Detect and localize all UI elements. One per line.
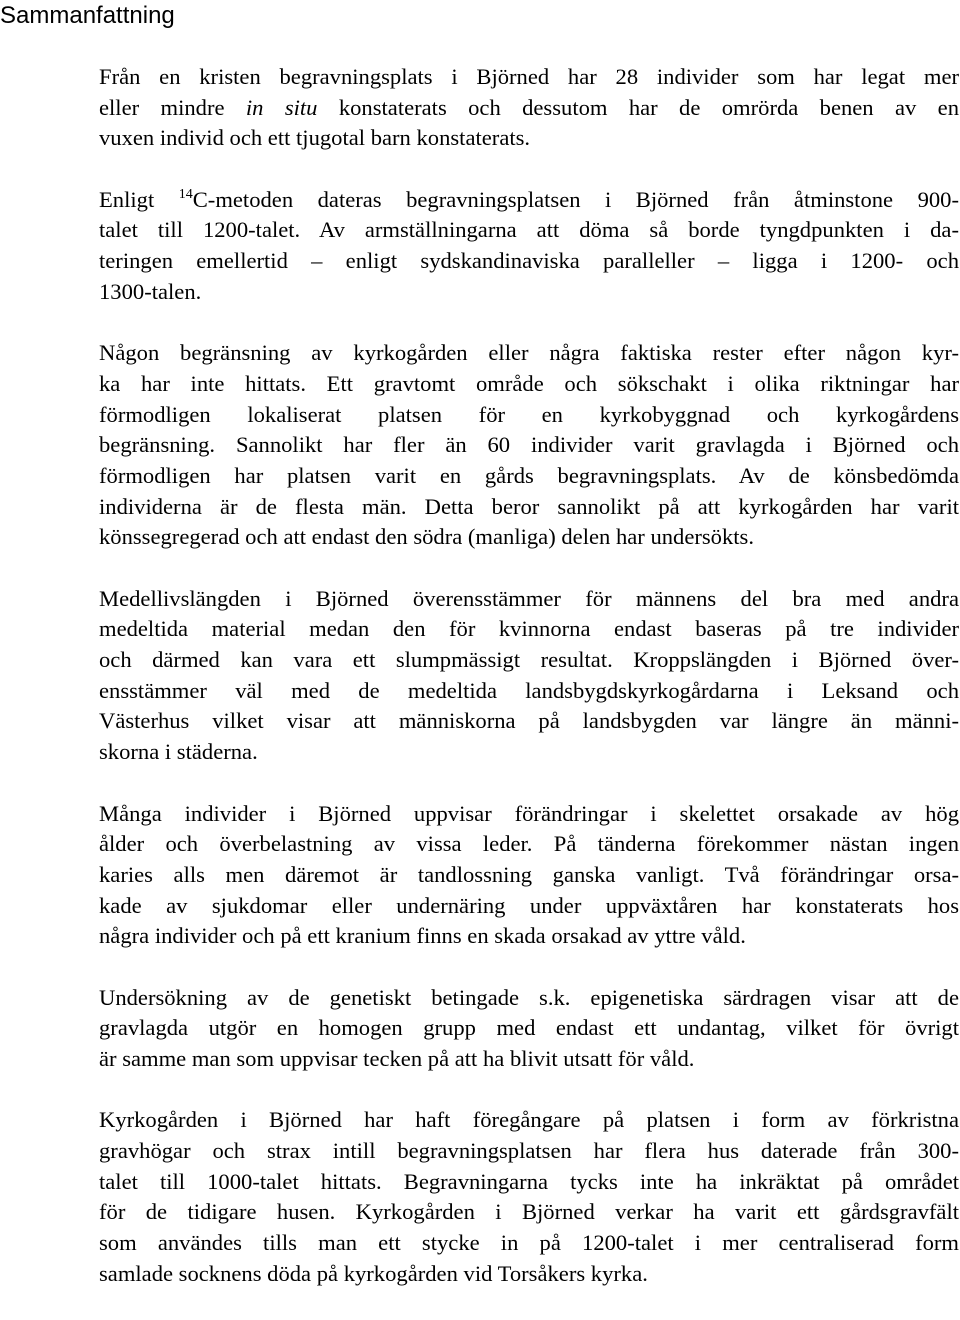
text-run: C-metoden dateras begravningsplatsen i Björned från åtminstone 900-: [192, 186, 959, 212]
text-line: förmodligen har platsen varit en gårds begravningsplats. Av de könsbedömda: [99, 462, 959, 488]
text-line: talet till 1200-talet. Av armställningarna att döma så borde tyngdpunkten i da-: [99, 217, 959, 243]
text-line: ensstämmer väl med de medeltida landsbygdskyrkogårdarna i Leksand och: [99, 677, 959, 703]
text-line: gravhögar och strax intill begravningsplatsen har flera hus daterade från 300-: [99, 1138, 959, 1164]
text-line: ålder och överbelastning av vissa leder. På tänderna förekommer nästan ingen: [99, 831, 959, 857]
text-line: Kyrkogården i Björned har haft föregångare på platsen i form av förkristna: [99, 1107, 959, 1133]
text-line: 1300-talen.: [99, 278, 202, 304]
text-line: samlade socknens döda på kyrkogården vid Torsåkers kyrka.: [99, 1260, 648, 1286]
text-line: och därmed kan vara ett slumpmässigt resultat. Kroppslängden i Björned över-: [99, 647, 959, 673]
text-line: Västerhus vilket visar att människorna på landsbygden var längre än männi-: [99, 708, 959, 734]
text-line: [99, 93, 959, 124]
text-line: teringen emellertid – enligt sydskandinaviska paralleller – ligga i 1200- och: [99, 248, 959, 274]
text-line: som användes tills man ett stycke in på 1200-talet i mer centraliserad form: [99, 1230, 959, 1256]
text-line: medeltida material medan den för kvinnorna endast baseras på tre individer: [99, 616, 959, 642]
text-line: könssegregerad och att endast den södra (manliga) delen har undersökts.: [99, 524, 754, 550]
text-line: skorna i städerna.: [99, 739, 258, 765]
text-line: Medellivslängden i Björned överensstämmer för männens del bra med andra: [99, 585, 959, 611]
text-line: [99, 185, 959, 216]
text-line: individerna är de flesta män. Detta beror sannolikt på att kyrkogården har varit: [99, 493, 959, 519]
text-line: Någon begränsning av kyrkogården eller några faktiska rester efter någon kyr-: [99, 340, 959, 366]
paragraph-6: [99, 983, 959, 1075]
text-line: talet till 1000-talet hittats. Begravningarna tycks inte ha inkräktat på området: [99, 1168, 959, 1194]
paragraph-5: [99, 799, 959, 952]
page-title: Sammanfattning: [0, 2, 175, 29]
paragraph-3: [99, 338, 959, 553]
text-line: några individer och på ett kranium finns en skada orsakad av yttre våld.: [99, 923, 746, 949]
text-run: Enligt: [99, 186, 179, 212]
text-line: Undersökning av de genetiskt betingade s.k. epigenetiska särdragen visar att de: [99, 984, 959, 1010]
text-line: ka har inte hittats. Ett gravtomt område och sökschakt i olika riktningar har: [99, 370, 959, 396]
paragraph-1: [99, 62, 959, 154]
text-line: för de tidigare husen. Kyrkogården i Björned verkar ha varit ett gårdsgravfält: [99, 1199, 959, 1225]
text-line: förmodligen lokaliserat platsen för en kyrkobyggnad och kyrkogårdens: [99, 401, 959, 427]
text-line: kade av sjukdomar eller undernäring under uppväxtåren har konstaterats hos: [99, 892, 959, 918]
text-run: konstaterats och dessutom har de omrörda benen av en: [317, 94, 959, 120]
italic-term: in situ: [245, 94, 318, 120]
paragraph-4: [99, 584, 959, 768]
text-line: vuxen individ och ett tjugotal barn konstaterats.: [99, 125, 531, 151]
text-line: Många individer i Björned uppvisar förändringar i skelettet orsakade av hög: [99, 800, 959, 826]
text-line: gravlagda utgör en homogen grupp med endast ett undantag, vilket för övrigt: [99, 1015, 959, 1041]
summary-body: [99, 62, 959, 1320]
text-line: är samme man som uppvisar tecken på att ha blivit utsatt för våld.: [99, 1046, 695, 1071]
text-run: eller mindre: [99, 94, 246, 120]
paragraph-7: [99, 1105, 959, 1289]
text-line: begränsning. Sannolikt har fler än 60 individer varit gravlagda i Björned och: [99, 432, 959, 458]
paragraph-2: [99, 185, 959, 308]
text-line: karies alls men däremot är tandlossning ganska vanligt. Två förändringar orsa-: [99, 861, 959, 887]
text-line: Från en kristen begravningsplats i Björned har 28 individer som har legat mer: [99, 64, 959, 89]
superscript: 14: [178, 186, 193, 202]
